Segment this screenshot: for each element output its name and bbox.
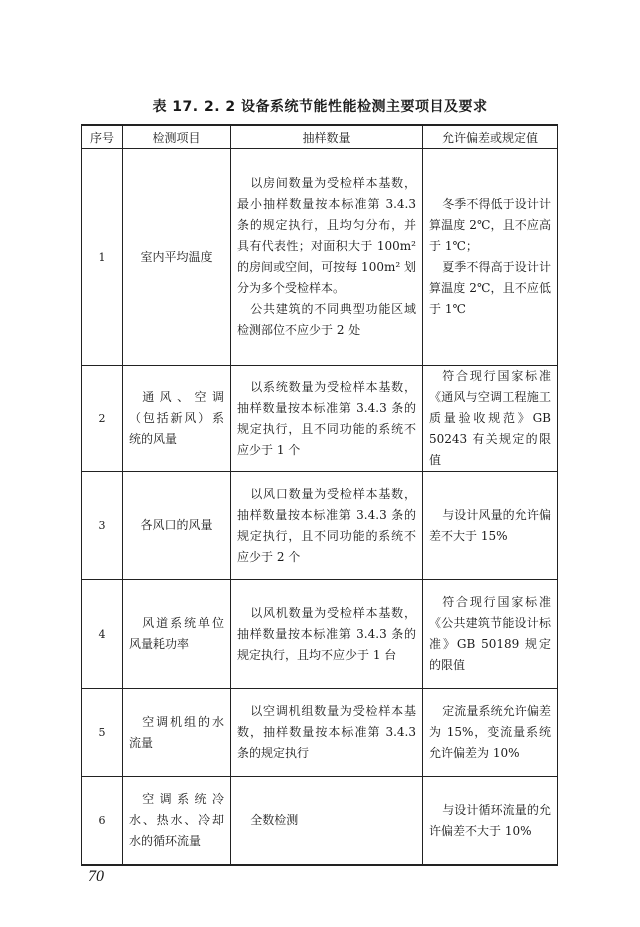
row-number: 4 xyxy=(82,580,123,689)
row-number: 6 xyxy=(82,777,123,866)
table-row xyxy=(82,777,558,866)
row-item: 空调系统冷水、热水、冷却水的循环流量 xyxy=(123,777,231,866)
header-no: 序号 xyxy=(82,125,123,149)
row-sampling xyxy=(231,689,423,777)
table-row xyxy=(82,149,558,366)
row-number: 3 xyxy=(82,472,123,580)
requirement-paragraph: 与设计循环流量的允许偏差不大于 10% xyxy=(429,802,551,838)
row-sampling xyxy=(231,777,423,866)
table-row xyxy=(82,472,558,580)
row-item: 各风口的风量 xyxy=(123,472,231,580)
header-item: 检测项目 xyxy=(123,125,231,149)
requirements-table xyxy=(81,124,558,866)
table-row xyxy=(82,366,558,472)
row-requirement xyxy=(423,580,558,689)
row-sampling xyxy=(231,149,423,366)
sampling-paragraph: 以系统数量为受检样本基数，抽样数量按本标准第 3.4.3 条的规定执行，且不同功能的系统不应少于 1 个 xyxy=(237,379,416,457)
requirement-paragraph: 与设计风量的允许偏差不大于 15% xyxy=(429,507,551,543)
requirement-paragraph: 符合现行国家标准《通风与空调工程施工质量验收规范》GB 50243 有关规定的限值 xyxy=(429,369,551,467)
row-sampling xyxy=(231,366,423,472)
row-sampling xyxy=(231,472,423,580)
header-requirement: 允许偏差或规定值 xyxy=(423,125,558,149)
row-requirement xyxy=(423,366,558,472)
table-row xyxy=(82,580,558,689)
sampling-paragraph: 以风机数量为受检样本基数，抽样数量按本标准第 3.4.3 条的规定执行，且均不应少于 1 台 xyxy=(237,605,416,662)
table-header-row xyxy=(82,125,558,149)
row-requirement xyxy=(423,472,558,580)
row-requirement xyxy=(423,777,558,866)
requirement-paragraph: 符合现行国家标准《公共建筑节能设计标准》GB 50189 规定的限值 xyxy=(429,595,551,672)
sampling-paragraph: 以风口数量为受检样本基数，抽样数量按本标准第 3.4.3 条的规定执行，且不同功能的系统不应少于 2 个 xyxy=(237,486,416,564)
row-item: 室内平均温度 xyxy=(123,149,231,366)
row-number: 1 xyxy=(82,149,123,366)
requirement-paragraph: 夏季不得高于设计计算温度 2℃，且不应低于 1℃ xyxy=(429,260,551,316)
sampling-paragraph: 以空调机组数量为受检样本基数，抽样数量按本标准第 3.4.3 条的规定执行 xyxy=(237,704,416,760)
row-number: 2 xyxy=(82,366,123,472)
row-item: 空调机组的水流量 xyxy=(123,689,231,777)
table-title: 表 17. 2. 2 设备系统节能性能检测主要项目及要求 xyxy=(152,99,488,115)
sampling-paragraph: 全数检测 xyxy=(250,813,299,827)
row-requirement xyxy=(423,689,558,777)
page-number: 70 xyxy=(88,868,104,885)
sampling-paragraph: 以房间数量为受检样本基数，最小抽样数量按本标准第 3.4.3 条的规定执行，且均匀分布，并具有代表性；对面积大于 100m² 的房间或空间，可按每 100m² 划分为多个受检样本。 xyxy=(237,176,416,295)
sampling-paragraph: 公共建筑的不同典型功能区域检测部位不应少于 2 处 xyxy=(237,302,416,337)
header-sampling: 抽样数量 xyxy=(231,125,423,149)
requirement-paragraph: 冬季不得低于设计计算温度 2℃，且不应高于 1℃； xyxy=(429,197,551,253)
row-item: 通风、空调（包括新风）系统的风量 xyxy=(123,366,231,472)
row-requirement xyxy=(423,149,558,366)
row-item: 风道系统单位风量耗功率 xyxy=(123,580,231,689)
row-sampling xyxy=(231,580,423,689)
requirement-paragraph: 定流量系统允许偏差为 15%，变流量系统允许偏差为 10% xyxy=(429,704,551,760)
table-row xyxy=(82,689,558,777)
row-number: 5 xyxy=(82,689,123,777)
